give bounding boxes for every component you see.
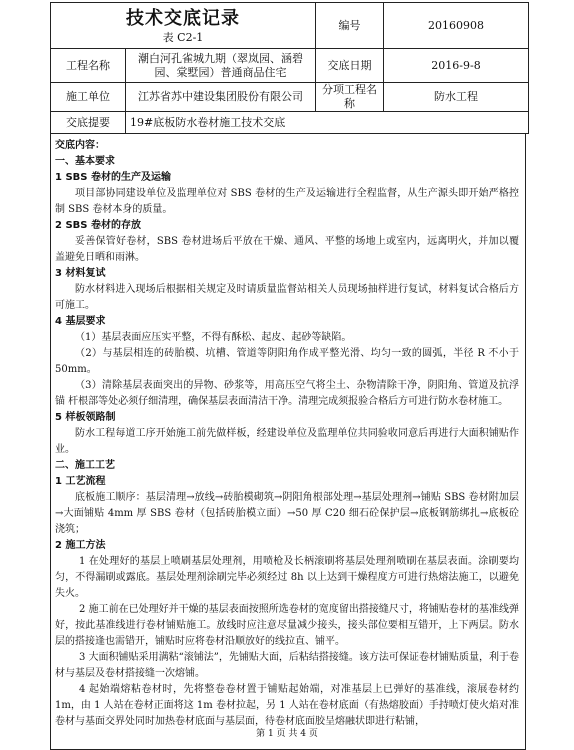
date-value: 2016-9-8 <box>384 49 529 83</box>
subproject-label: 分项工程名称 <box>316 83 384 112</box>
form-number: 表 C2-1 <box>162 30 204 44</box>
paragraph: 防水工程每道工序开始施工前先做样板，经建设单位及监理单位共同验收同意后再进行大面积铺贴作业。 <box>55 428 519 455</box>
list-item: （1）基层表面应压实平整，不得有酥松、起皮、起砂等缺陷。 <box>75 332 352 343</box>
project-value <box>126 49 316 83</box>
paragraph: 项目部协同建设单位及监理单位对 SBS 卷材的生产及运输进行全程监督，从生产源头即开始严格控制 SBS 卷材本身的质量。 <box>55 188 519 215</box>
paragraph: 防水材料进入现场后根据相关规定及时请质量监督站相关人员现场抽样进行复试，材料复试合格后方可施工。 <box>55 284 519 311</box>
content-box <box>50 134 526 750</box>
project-label: 工程名称 <box>51 49 126 83</box>
header-table <box>50 2 529 134</box>
section-heading: 二、施工工艺 <box>55 460 115 471</box>
paragraph: 2 施工前在已处理好并干燥的基层表面按照所选卷材的宽度留出搭接缝尺寸，将铺贴卷材的基准线弹好，按此基准线进行卷材铺贴施工。放线时应注意尽量减少接头，接头部位要相互错开，上下两层。防水层的搭接逢也需错开，铺贴时应将卷材沿顺放好的线拉直、铺平。 <box>55 604 519 647</box>
paragraph: 妥善保管好卷材，SBS 卷材进场后平放在干燥、通风、平整的场地上或室内，远离明火，并加以覆盖避免日晒和雨淋。 <box>55 236 519 263</box>
subproject-value: 防水工程 <box>384 83 529 112</box>
subsection-heading: 1 SBS 卷材的生产及运输 <box>55 172 171 183</box>
subsection-heading: 5 样板领路制 <box>55 412 116 423</box>
subsection-heading: 4 基层要求 <box>55 316 106 327</box>
paragraph: 3 大面积铺贴采用满粘“滚铺法”，先铺贴大面，后粘结搭接缝。该方法可保证卷材铺贴质量，利于卷材与基层及卷材搭接缝一次熔铺。 <box>55 652 519 679</box>
number-label: 编号 <box>316 3 384 49</box>
content-intro: 交底内容： <box>55 140 105 151</box>
number-value: 20160908 <box>384 3 529 49</box>
subsection-heading: 2 施工方法 <box>55 540 106 551</box>
project-value-line2: 园、棠墅园）普通商品住宅 <box>154 65 287 79</box>
summary-label: 交底提要 <box>51 112 126 134</box>
list-item: （3）清除基层表面突出的异物、砂浆等，用高压空气将尘土、杂物清除干净，阴阳角、管道及抗浮锚 杆根部等处必须仔细清理，确保基层表面清洁干净。清理完成须报验合格后方可进行防水卷材施工。 <box>55 380 519 407</box>
subsection-heading: 3 材料复试 <box>55 268 106 279</box>
paragraph: 4 起始端熔粘卷材时，先将整卷卷材置于铺贴起始端，对准基层上已弹好的基准线，滚展卷材约 1m，由 1 人站在卷材正面将这 1m 卷材拉起，另 1 人站在卷材底面（有热熔胶面）手持喷灯使火焰对准卷材与基面交界处同时加热卷材底面与基层面，待卷材底面胶呈熔融状即进行粘铺， <box>55 684 519 727</box>
subsection-heading: 1 工艺流程 <box>55 476 106 487</box>
title-cell <box>51 3 316 49</box>
document-title: 技术交底记录 <box>126 7 240 29</box>
unit-value: 江苏省苏中建设集团股份有限公司 <box>126 83 316 112</box>
document-page <box>50 2 528 750</box>
summary-value: 19#底板防水卷材施工技术交底 <box>126 112 529 134</box>
list-item: （2）与基层相连的砖胎模、坑槽、管道等阴阳角作成平整光滑、均匀一致的圆弧，半径 R 不小于 50mm。 <box>55 348 519 375</box>
paragraph: 底板施工顺序：基层清理→放线→砖胎模砌筑→阴阳角根部处理→基层处理剂→铺贴 SBS 卷材附加层→大面铺贴 4mm 厚 SBS 卷材（包括砖胎模立面）→50 厚 C20 细石砼保护层→底板钢筋绑扎→底板砼浇筑； <box>55 492 519 535</box>
date-label: 交底日期 <box>316 49 384 83</box>
paragraph: 1 在处理好的基层上喷刷基层处理剂，用喷枪及长柄滚刷将基层处理剂喷刷在基层表面。涂刷要均匀，不得漏刷或露底。基层处理剂涂刷完毕必须经过 8h 以上达到干燥程度方可进行热熔法施工，以避免失火。 <box>55 556 519 599</box>
project-value-line1: 潮白河孔雀城九期（翠岚园、涵碧 <box>138 51 303 65</box>
unit-label: 施工单位 <box>51 83 126 112</box>
page-number: 第 1 页 共 4 页 <box>256 729 318 739</box>
subsection-heading: 2 SBS 卷材的存放 <box>55 220 141 231</box>
section-heading: 一、基本要求 <box>55 156 115 167</box>
